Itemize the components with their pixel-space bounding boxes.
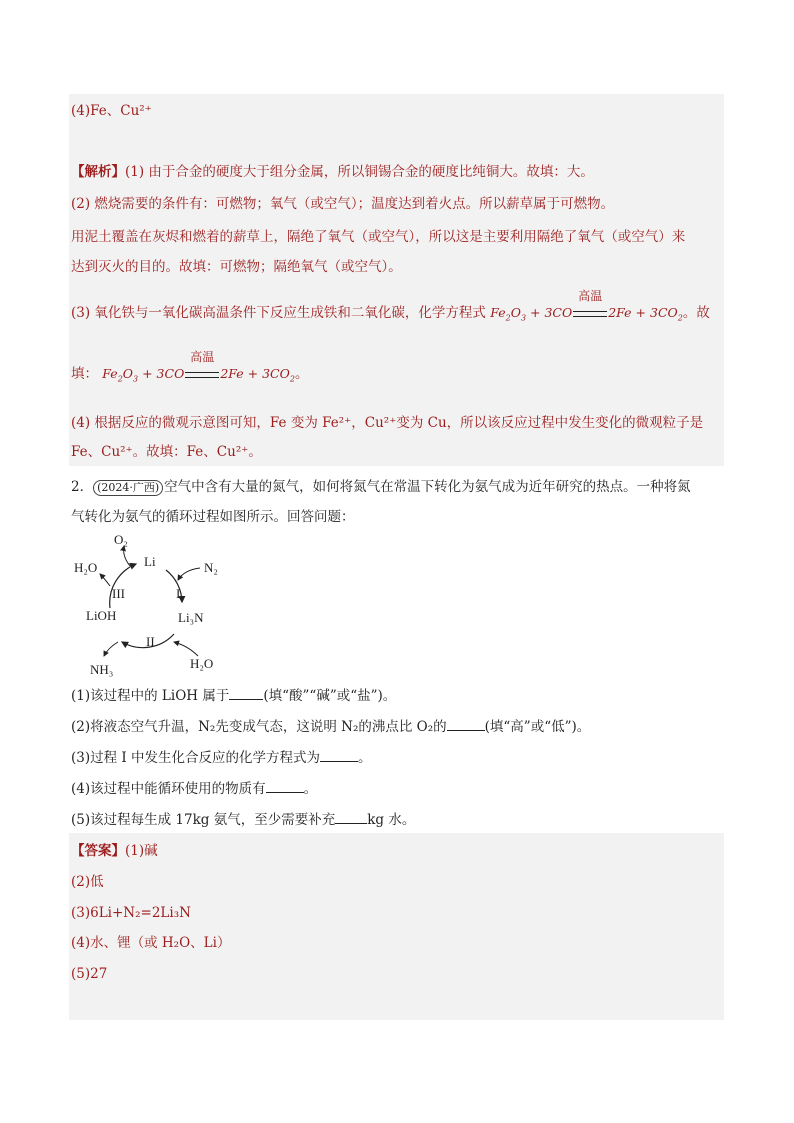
q4-end: 。 xyxy=(303,781,318,797)
q1-hint: (填“酸”“碱”或“盐”)。 xyxy=(263,688,397,704)
answer-blank-4[interactable] xyxy=(266,778,304,793)
analysis-text-1: (1) 由于合金的硬度大于组分金属，所以铜锡合金的硬度比纯铜大。故填：大。 xyxy=(125,164,594,180)
label-h2o-left: H₂O xyxy=(74,560,98,575)
source-tag: (2024·广西) xyxy=(93,480,163,496)
label-iii: III xyxy=(112,586,125,601)
answer-block-2 xyxy=(69,833,724,1020)
arrow-h2o-out xyxy=(100,574,110,586)
analysis-line-8: Fe、Cu²⁺。故填：Fe、Cu²⁺。 xyxy=(71,444,262,460)
answer-blank-1[interactable] xyxy=(229,685,263,700)
q3-text: (3)过程 I 中发生化合反应的化学方程式为 xyxy=(71,750,321,766)
cycle-diagram xyxy=(70,530,230,680)
analysis-text-5: (3) 氧化铁与一氧化碳高温条件下反应生成铁和二氧化碳，化学方程式 xyxy=(71,305,486,321)
analysis-line-3: 用泥土覆盖在灰烬和燃着的薪草上，隔绝了氧气（或空气），所以这是主要利用隔绝了氧气（或空气）来 xyxy=(71,229,686,245)
q2-text: (2)将液态空气升温，N₂先变成气态，这说明 N₂的沸点比 O₂的 xyxy=(71,719,447,735)
answer-1: (1)碱 xyxy=(125,843,158,859)
label-o2: O₂ xyxy=(114,532,128,547)
condition-label-1: 高温 xyxy=(578,289,603,303)
label-li: Li xyxy=(144,554,156,569)
arrow-nh3-out xyxy=(104,642,118,656)
label-nh3: NH₃ xyxy=(90,662,114,677)
label-li3n: Li₃N xyxy=(178,610,204,625)
q4-text: (4)该过程中能循环使用的物质有 xyxy=(71,781,266,797)
analysis-text-6: 填： xyxy=(71,366,98,382)
answer-line-3: (3)6Li+N₂=2Li₃N xyxy=(71,905,191,921)
q5-text: (5)该过程每生成 17kg 氨气，至少需要补充 xyxy=(71,812,336,828)
label-ii: II xyxy=(146,634,155,649)
answer-line-2: (2)低 xyxy=(71,874,104,890)
question-stem-1: 空气中含有大量的氮气，如何将氮气在常温下转化为氨气成为近年研究的热点。一种将氮 xyxy=(164,479,691,495)
analysis-line-1 xyxy=(71,162,594,182)
sub-question-4 xyxy=(71,778,317,799)
answer-blank-5[interactable] xyxy=(335,809,367,824)
equation-2: $Fe_2O_3 + 3CO$ 高温 $2Fe + 3CO_2$ xyxy=(102,366,295,381)
question-2-stem-line-1 xyxy=(71,477,691,497)
q1-text: (1)该过程中的 LiOH 属于 xyxy=(71,688,230,704)
answer-line-5: (5)27 xyxy=(71,966,108,982)
q5-unit: kg 水。 xyxy=(367,812,416,828)
arrow-o2-out xyxy=(124,546,130,566)
label-lioh: LiOH xyxy=(86,608,117,623)
answer-line-4: (4)水、锂（或 H₂O、Li） xyxy=(71,935,231,951)
q3-end: 。 xyxy=(358,750,372,766)
sub-question-3 xyxy=(71,747,372,768)
condition-label-2: 高温 xyxy=(190,350,215,364)
q2-hint: (填“高”或“低”)。 xyxy=(484,719,591,735)
answer-block-1 xyxy=(69,94,724,466)
equation-1: $Fe_2O_3 + 3CO$ 高温 $2Fe + 3CO_2$ xyxy=(490,305,683,320)
answer-blank-3[interactable] xyxy=(320,747,358,762)
analysis-text-6b: 。 xyxy=(294,366,309,382)
question-2-stem-line-2: 气转化为氨气的循环过程如图所示。回答问题： xyxy=(71,509,355,525)
sub-question-2 xyxy=(71,716,590,737)
answer-line-1 xyxy=(71,841,158,861)
label-i: I xyxy=(176,586,181,601)
sub-question-5 xyxy=(71,809,415,830)
answer-blank-2[interactable] xyxy=(447,716,485,731)
analysis-line-5 xyxy=(71,289,710,329)
answer-item-4: (4)Fe、Cu²⁺ xyxy=(71,103,152,119)
label-n2: N₂ xyxy=(204,560,218,575)
sub-question-1 xyxy=(71,685,396,706)
analysis-line-6 xyxy=(71,350,309,390)
analysis-line-7: (4) 根据反应的微观示意图可知，Fe 变为 Fe²⁺，Cu²⁺变为 Cu，所以该反应过程中发生变化的微观粒子是 xyxy=(71,415,704,431)
analysis-line-2: (2) 燃烧需要的条件有：可燃物；氧气（或空气）；温度达到着火点。所以薪草属于可燃物。 xyxy=(71,196,615,212)
label-h2o-bottom: H₂O xyxy=(190,656,214,671)
arrow-h2o-in xyxy=(174,642,198,656)
analysis-label: 【解析】 xyxy=(71,164,125,180)
analysis-text-5b: 。故 xyxy=(682,305,710,321)
question-number: 2． xyxy=(71,479,94,495)
answer-label: 【答案】 xyxy=(71,843,125,859)
analysis-line-4: 达到灭火的目的。故填：可燃物；隔绝氧气（或空气）。 xyxy=(71,259,402,275)
arrow-n2-in xyxy=(178,568,200,580)
